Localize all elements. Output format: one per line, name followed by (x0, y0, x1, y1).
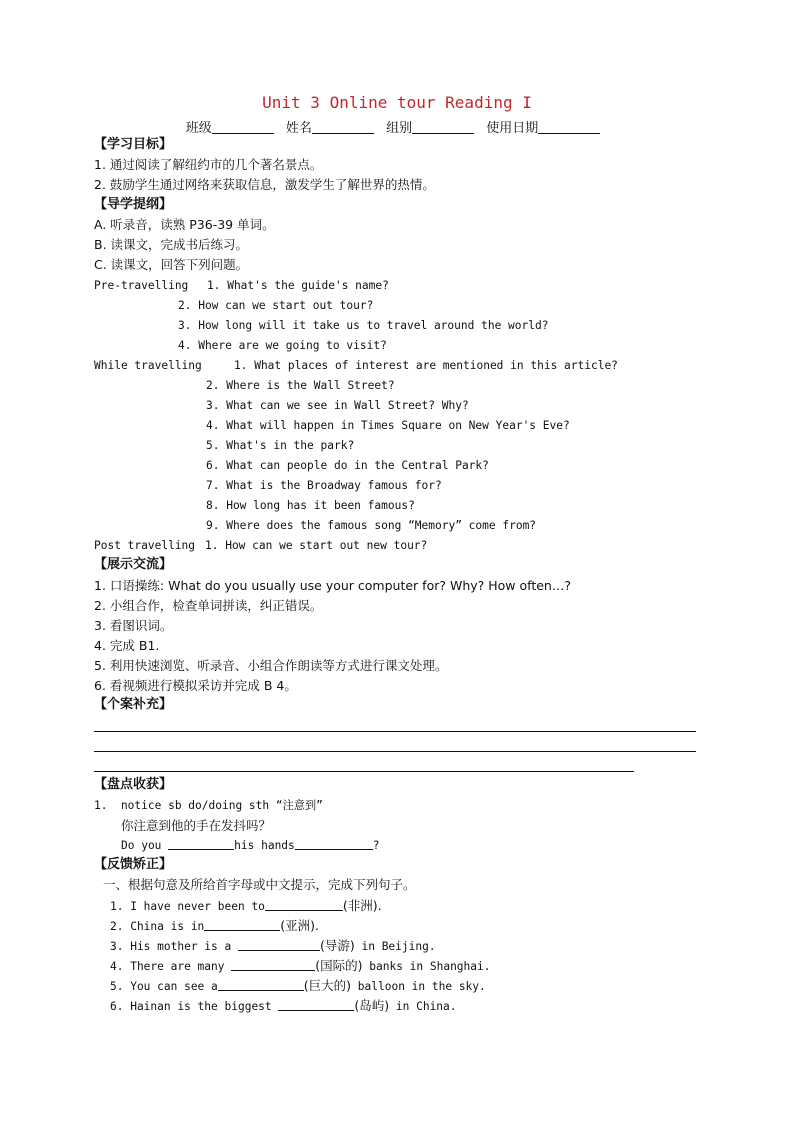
exercise-text: 3. His mother is a (110, 940, 238, 953)
section-heading-supplement: 【个案补充】 (94, 697, 173, 712)
feedback-instruction: 一、根据句意及所给首字母或中文提示，完成下列句子。 (103, 877, 416, 892)
question-item: 4. What will happen in Times Square on New Year's Eve? (206, 419, 570, 432)
section-heading-guide: 【导学提纲】 (94, 197, 173, 212)
name-label: 姓名 (285, 121, 312, 136)
date-label: 使用日期 (486, 121, 539, 136)
writing-line[interactable] (94, 771, 634, 772)
goal-item: 1. 通过阅读了解纽约市的几个著名景点。 (94, 157, 323, 172)
exercise-text: 5. You can see a (110, 980, 218, 993)
exercise-item (110, 918, 319, 935)
exercise-item (110, 958, 491, 975)
exercise-text: balloon in the sky. (351, 980, 486, 993)
exercise-item (110, 998, 457, 1015)
harvest-item: 1. notice sb do/doing sth “注意到” (94, 799, 323, 812)
exercise-item (110, 978, 486, 995)
question-item: 9. Where does the famous song “Memory” come from? (206, 519, 537, 532)
guide-step: A. 听录音，读熟 P36-39 单词。 (94, 217, 275, 232)
question-item: 1. How can we start out new tour? (205, 539, 428, 552)
question-item: 2. How can we start out tour? (178, 299, 374, 312)
question-item: 1. What places of interest are mentioned in this article? (234, 359, 618, 372)
exercise-text: 4. There are many (110, 960, 232, 973)
share-item: 6. 看视频进行模拟采访并完成 B 4。 (94, 678, 297, 693)
question-item: 5. What's in the park? (206, 439, 355, 452)
question-item: 6. What can people do in the Central Park? (206, 459, 489, 472)
answer-blank[interactable] (231, 959, 315, 971)
class-label: 班级 (185, 121, 212, 136)
exercise-text: in China. (389, 1000, 457, 1013)
worksheet-title: Unit 3 Online tour Reading I (262, 93, 532, 112)
group-blank[interactable] (412, 121, 474, 134)
exercise-text: in Beijing. (354, 940, 436, 953)
answer-blank[interactable] (218, 979, 304, 991)
student-info-line (0, 117, 794, 136)
question-item: 8. How long has it been famous? (206, 499, 415, 512)
question-item: 3. What can we see in Wall Street? Why? (206, 399, 469, 412)
exercise-hint: (导游) (319, 938, 355, 953)
answer-blank[interactable] (265, 899, 343, 911)
guide-step: C. 读课文，回答下列问题。 (94, 257, 249, 272)
exercise-hint: (亚洲). (280, 918, 320, 933)
question-item: 7. What is the Broadway famous for? (206, 479, 442, 492)
guide-step: B. 读课文，完成书后练习。 (94, 237, 249, 252)
harvest-sentence (121, 838, 380, 854)
section-heading-share: 【展示交流】 (94, 557, 173, 572)
share-item: 3. 看图识词。 (94, 618, 173, 633)
answer-blank[interactable] (278, 999, 354, 1011)
goal-item: 2. 鼓励学生通过网络来获取信息，激发学生了解世界的热情。 (94, 177, 435, 192)
sentence-part: ? (372, 839, 380, 852)
question-item: 1. What's the guide's name? (207, 279, 389, 292)
date-blank[interactable] (538, 121, 600, 134)
harvest-question-cn: 你注意到他的手在发抖吗？ (121, 818, 272, 833)
post-travelling-label: Post travelling (94, 539, 196, 552)
exercise-hint: (国际的) (315, 958, 363, 973)
answer-blank[interactable] (295, 838, 373, 850)
exercise-text: 6. Hainan is the biggest (110, 1000, 279, 1013)
section-heading-goals: 【学习目标】 (94, 137, 173, 152)
exercise-item (110, 898, 382, 915)
pre-travelling-label: Pre-travelling (94, 279, 189, 292)
exercise-hint: (巨大的) (303, 978, 352, 993)
group-label: 组别 (386, 121, 413, 136)
exercise-hint: (岛屿) (354, 998, 390, 1013)
share-item: 1. 口语操练: What do you usually use your computer for? Why? How often…? (94, 578, 571, 593)
answer-blank[interactable] (204, 919, 280, 931)
share-item: 5. 利用快速浏览、听录音、小组合作朗读等方式进行课文处理。 (94, 658, 448, 673)
answer-blank[interactable] (238, 939, 320, 951)
question-item: 4. Where are we going to visit? (178, 339, 387, 352)
while-travelling-label: While travelling (94, 359, 202, 372)
exercise-hint: (非洲). (342, 898, 382, 913)
class-blank[interactable] (212, 121, 274, 134)
question-item: 3. How long will it take us to travel around the world? (178, 319, 549, 332)
section-heading-feedback: 【反馈矫正】 (94, 857, 173, 872)
exercise-text: 2. China is in (110, 920, 205, 933)
writing-line[interactable] (94, 731, 696, 732)
exercise-text: 1. I have never been to (110, 900, 265, 913)
answer-blank[interactable] (168, 838, 234, 850)
exercise-text: banks in Shanghai. (362, 960, 491, 973)
name-blank[interactable] (312, 121, 374, 134)
share-item: 2. 小组合作，检查单词拼读，纠正错误。 (94, 598, 323, 613)
share-item: 4. 完成 B1. (94, 638, 160, 653)
sentence-part: his hands (234, 839, 295, 852)
section-heading-harvest: 【盘点收获】 (94, 777, 173, 792)
sentence-part: Do you (121, 839, 169, 852)
question-item: 2. Where is the Wall Street? (206, 379, 395, 392)
exercise-item (110, 938, 436, 955)
writing-line[interactable] (94, 751, 696, 752)
